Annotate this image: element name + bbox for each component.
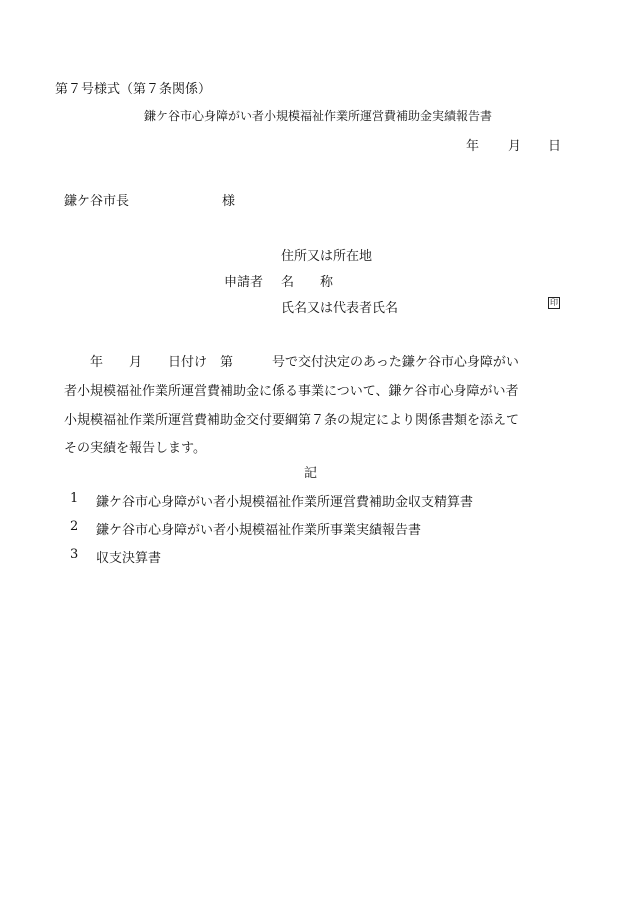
date-line	[0, 135, 630, 154]
body-line-3: 小規模福祉作業所運営費補助金交付要綱第７条の規定により関係書類を添えて	[64, 413, 520, 428]
name-label: 名 称	[281, 275, 334, 290]
body-line-4: その実績を報告します。	[64, 441, 206, 456]
addressee-honorific: 様	[222, 194, 236, 209]
form-number: 第７号様式（第７条関係）	[55, 82, 212, 97]
list-item-text: 鎌ケ谷市心身障がい者小規模福祉作業所運営費補助金収支精算書	[96, 495, 474, 510]
date-day: 日	[548, 139, 562, 154]
list-item-text: 鎌ケ谷市心身障がい者小規模福祉作業所事業実績報告書	[96, 523, 422, 538]
document-title: 鎌ケ谷市心身障がい者小規模福祉作業所運営費補助金実績報告書	[144, 109, 493, 123]
addressee-name: 鎌ケ谷市長	[64, 194, 130, 209]
date-year: 年	[466, 139, 480, 154]
list-item-number: 1	[70, 491, 79, 506]
seal-mark: 印	[550, 298, 558, 307]
list-item-text: 収支決算書	[96, 551, 162, 566]
representative-label: 氏名又は代表者氏名	[281, 301, 399, 316]
list-item-number: 3	[70, 547, 79, 562]
applicant-label: 申請者	[224, 275, 264, 290]
list-item-number: 2	[70, 519, 79, 534]
body-line-2: 者小規模福祉作業所運営費補助金に係る事業について、鎌ケ谷市心身障がい者	[64, 384, 519, 399]
body-line-1: 年 月 日付け 第 号で交付決定のあった鎌ケ谷市心身障がい	[64, 355, 519, 370]
ki-heading: 記	[304, 466, 318, 481]
date-month: 月	[508, 139, 522, 154]
address-label: 住所又は所在地	[281, 249, 373, 264]
